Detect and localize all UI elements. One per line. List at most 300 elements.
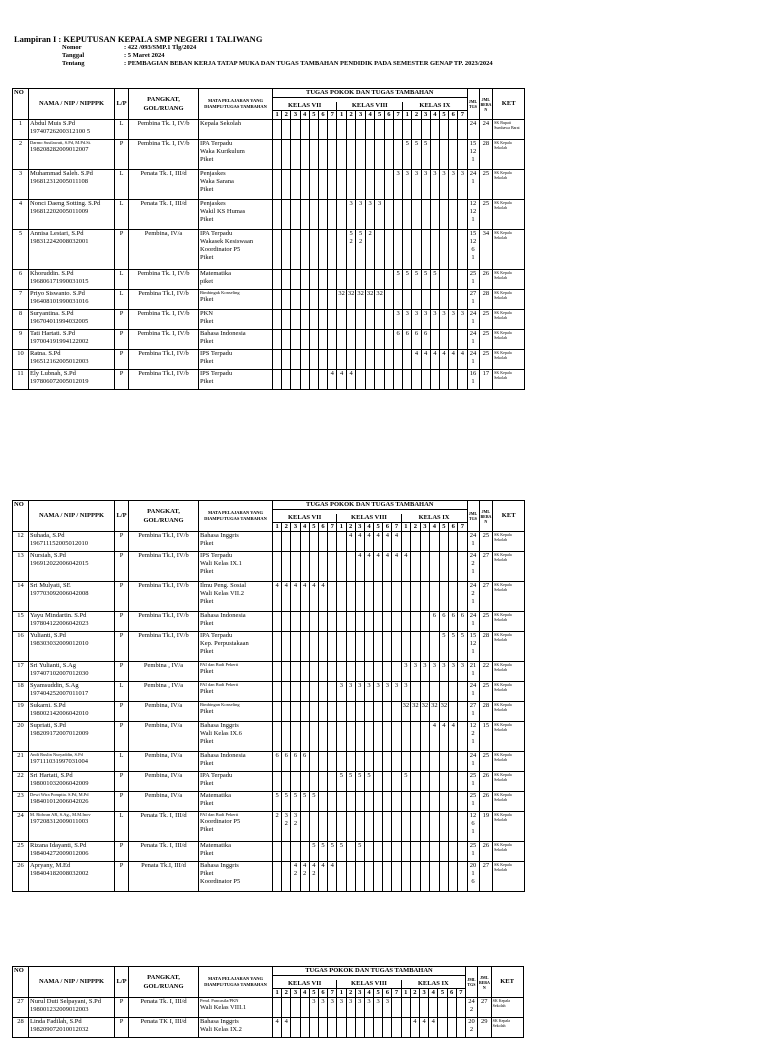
row-pangkat: Pembina, IV/a — [129, 752, 199, 772]
teacher-nip: 196806171990031015 — [30, 278, 89, 285]
row-ket: SK Kepala Sekolah — [493, 350, 525, 370]
col-class-number: 4 — [429, 989, 438, 998]
row-lp: P — [115, 722, 129, 752]
col-kelas-8: KELAS VIII — [337, 102, 403, 111]
col-class-number: 2 — [346, 523, 355, 532]
class-hours-cell: 4 — [401, 552, 411, 582]
col-class-number: 3 — [291, 989, 300, 998]
row-nama-nip — [29, 702, 115, 722]
row-ket: SK Kepala Sekolah — [493, 532, 525, 552]
row-nama-nip — [29, 230, 115, 270]
row-nama-nip — [29, 532, 115, 552]
row-no: 18 — [13, 682, 29, 702]
row-ket: SK Kepala Sekolah — [493, 632, 525, 662]
class-hours-cell: 3 — [383, 682, 392, 702]
class-hours-cell: 5 — [346, 772, 355, 792]
row-jml-tugas: 20 1 6 — [467, 862, 479, 892]
row-ket: SK Kepala Sekolah — [491, 1018, 523, 1038]
col-class-number: 5 — [374, 523, 383, 532]
workload-table-page-1 — [12, 88, 525, 390]
teacher-nip: 197404252007011017 — [30, 690, 89, 697]
row-ket: SK Kepala Sekolah — [493, 290, 525, 310]
col-no: NO — [13, 89, 29, 120]
col-class-number: 2 — [346, 989, 355, 998]
row-mapel: PAI dan Budi Pekerti Koordinator P5 Piket — [199, 812, 273, 842]
teacher-name: Rizana Idayanti, S.Pd — [30, 842, 87, 849]
col-class-number: 3 — [355, 523, 364, 532]
row-lp: P — [115, 842, 129, 862]
col-class-number: 4 — [430, 111, 439, 120]
teacher-name: Sukarni. S.Pd — [30, 702, 66, 709]
row-ket: SK Kepala Sekolah — [493, 772, 525, 792]
col-class-number: 7 — [328, 989, 337, 998]
row-pangkat: Pembina Tk.I, IV/b — [129, 350, 199, 370]
col-class-number: 1 — [403, 111, 412, 120]
row-ket: SK Kepala Sekolah — [493, 612, 525, 632]
teacher-name: Supriati, S.Pd — [30, 722, 66, 729]
row-nama-nip — [29, 792, 115, 812]
col-no: NO — [13, 501, 29, 532]
class-hours-cell: 4 — [412, 350, 421, 370]
col-class-number: 1 — [401, 989, 410, 998]
row-nama-nip — [29, 682, 115, 702]
table-row — [13, 140, 525, 170]
teacher-name: Ely Lubnah, S.Pd — [30, 370, 76, 377]
class-hours-cell: 3 — [401, 682, 411, 702]
col-kelas-8: KELAS VIII — [337, 980, 401, 989]
row-mapel: IPA Terpadu Wakasek Kesiswaan Koordinator P5 Piket — [199, 230, 273, 270]
row-mapel: Kepala Sekolah — [199, 120, 273, 140]
row-nama-nip — [29, 722, 115, 752]
row-nama-nip — [29, 270, 115, 290]
col-class-number: 6 — [383, 989, 392, 998]
row-jml-beban: 15 — [479, 722, 493, 752]
row-jml-tugas: 16 1 — [467, 370, 479, 390]
class-hours-cell: 3 — [355, 682, 364, 702]
row-no: 10 — [13, 350, 29, 370]
row-no: 4 — [13, 200, 29, 230]
table-row — [13, 662, 525, 682]
table-row — [13, 552, 525, 582]
row-jml-beban: 25 — [479, 170, 493, 200]
teacher-nip: 198209072010012032 — [30, 1026, 89, 1033]
col-nama: NAMA / NIP / NIPPPK — [29, 967, 115, 998]
class-hours-cell: 6 — [430, 612, 440, 632]
teacher-nip: 196512162005012003 — [30, 358, 89, 365]
class-hours-cell: 3 — [355, 998, 364, 1018]
row-jml-beban: 29 — [477, 1018, 491, 1038]
table-row — [13, 812, 525, 842]
class-hours-cell: 3 — [337, 998, 346, 1018]
col-jml-beban: JML BEBA N — [479, 501, 493, 532]
row-no: 26 — [13, 862, 29, 892]
teacher-nip: 196812202005011009 — [30, 208, 89, 215]
teacher-name: Suryantina. S.Pd — [30, 310, 74, 317]
col-class-number: 7 — [458, 523, 467, 532]
row-ket: SK Kepala Sekolah — [493, 310, 525, 330]
class-hours-cell: 32 — [375, 290, 385, 310]
class-hours-cell: 4 — [374, 552, 383, 582]
row-pangkat: Penata Tk. I, III/d — [129, 842, 199, 862]
row-jml-tugas: 12 2 1 — [467, 722, 479, 752]
row-nama-nip — [29, 752, 115, 772]
class-hours-cell: 2 — [365, 230, 375, 270]
row-jml-beban: 22 — [479, 662, 493, 682]
col-pangkat: PANGKAT, GOL/RUANG — [129, 967, 199, 998]
row-jml-tugas: 24 2 — [465, 998, 477, 1018]
class-hours-cell: 4 — [420, 1018, 429, 1038]
row-no: 17 — [13, 662, 29, 682]
row-no: 27 — [13, 998, 29, 1018]
row-jml-beban: 25 — [479, 200, 493, 230]
col-class-number: 2 — [410, 989, 419, 998]
col-kelas-7: KELAS VII — [273, 514, 337, 523]
row-lp: L — [115, 270, 129, 290]
col-class-number: 5 — [375, 111, 385, 120]
class-hours-cell: 4 — [328, 862, 337, 892]
teacher-name: Yayu Mindartin. S.Pd — [30, 612, 87, 619]
class-hours-cell: 4 — [282, 1018, 291, 1038]
row-lp: P — [115, 582, 129, 612]
class-hours-cell: 3 — [439, 310, 448, 330]
class-hours-cell: 4 — [273, 582, 282, 612]
table-row — [13, 682, 525, 702]
teacher-name: Annisa Lestari, S.Pd — [30, 230, 84, 237]
table-row — [13, 310, 525, 330]
class-hours-cell: 5 2 — [346, 230, 356, 270]
teacher-nip: 19740726200312100 5 — [30, 128, 91, 135]
row-lp: L — [115, 120, 129, 140]
row-jml-tugas: 24 1 — [467, 752, 479, 772]
col-jml-beban: JML BEBA N — [479, 89, 493, 120]
col-class-number: 4 — [430, 523, 440, 532]
row-no: 16 — [13, 632, 29, 662]
workload-table-page-3 — [12, 966, 524, 1038]
class-hours-cell: 4 — [429, 1018, 438, 1038]
row-mapel: Bahasa Inggris Piket Koordinator P5 — [199, 862, 273, 892]
row-jml-tugas: 24 1 — [467, 612, 479, 632]
row-pangkat: Penata Tk. I, III/d — [129, 170, 199, 200]
teacher-nip: 196812312005011108 — [30, 178, 89, 185]
class-hours-cell: 3 — [365, 200, 375, 230]
teacher-name: Abdul Muis S.Pd — [30, 120, 75, 127]
col-class-number: 3 — [356, 111, 366, 120]
class-hours-cell: 4 — [355, 532, 364, 552]
class-hours-cell: 6 — [300, 752, 309, 772]
class-hours-cell: 4 — [449, 722, 458, 752]
row-no: 11 — [13, 370, 29, 390]
col-class-number: 1 — [401, 523, 411, 532]
table-row — [13, 702, 525, 722]
class-hours-cell: 5 — [300, 792, 309, 812]
row-nama-nip — [29, 812, 115, 842]
row-pangkat: Pembina Tk. I, IV/b — [129, 310, 199, 330]
table-row — [13, 722, 525, 752]
row-mapel: Matematika piket — [199, 270, 273, 290]
col-class-number: 7 — [456, 989, 465, 998]
row-nama-nip — [29, 552, 115, 582]
class-hours-cell: 5 — [412, 140, 421, 170]
row-mapel: PAI dan Budi Pekerti Piket — [199, 662, 273, 682]
row-lp: P — [115, 1018, 129, 1038]
col-kelas-9: KELAS IX — [401, 980, 465, 989]
col-class-number: 5 — [439, 523, 449, 532]
row-pangkat: Pembina Tk. I, IV/b — [129, 140, 199, 170]
class-hours-cell: 4 — [430, 350, 439, 370]
teacher-nip: 198001232009012003 — [30, 1006, 89, 1013]
row-jml-tugas: 24 2 1 — [467, 552, 479, 582]
class-hours-cell: 4 — [374, 532, 383, 552]
teacher-nip: 197806072005012019 — [30, 378, 89, 385]
col-class-number: 4 — [364, 523, 373, 532]
class-hours-cell: 3 — [403, 310, 412, 330]
meta-tanggal: Tanggal : 5 Maret 2024 — [62, 52, 165, 59]
row-no: 3 — [13, 170, 29, 200]
teacher-name: Sri Mulyati, SE — [30, 582, 71, 589]
class-hours-cell: 3 — [394, 170, 403, 200]
table-row — [13, 330, 525, 350]
class-hours-cell: 3 — [449, 310, 458, 330]
class-hours-cell: 5 — [439, 632, 449, 662]
row-ket: SK Kepala Sekolah — [491, 998, 523, 1018]
row-pangkat: Pembina Tk.I, IV/b — [129, 370, 199, 390]
col-class-number: 1 — [273, 111, 282, 120]
class-hours-cell: 4 — [383, 532, 392, 552]
table-row — [13, 230, 525, 270]
class-hours-cell: 4 — [328, 370, 337, 390]
class-hours-cell: 3 — [430, 170, 439, 200]
class-hours-cell: 3 — [374, 998, 383, 1018]
class-hours-cell: 6 — [282, 752, 291, 772]
col-jml-beban: JML BEBA N — [477, 967, 491, 998]
col-tugas: TUGAS POKOK DAN TUGAS TAMBAHAN — [273, 967, 466, 976]
class-hours-cell: 3 — [309, 998, 318, 1018]
row-jml-tugas: 15 12 1 — [467, 632, 479, 662]
table-row — [13, 842, 525, 862]
teacher-name: Apryany, M.Ed — [30, 862, 71, 869]
row-no: 19 — [13, 702, 29, 722]
class-hours-cell: 5 — [403, 270, 412, 290]
col-pangkat: PANGKAT, GOL/RUANG — [129, 89, 199, 120]
class-hours-cell: 3 — [374, 682, 383, 702]
teacher-nip: 196711152005012010 — [30, 540, 89, 547]
row-pangkat: Pembina Tk.I, IV/b — [129, 532, 199, 552]
col-class-number: 3 — [420, 523, 430, 532]
col-class-number: 5 — [309, 111, 318, 120]
row-mapel: IPA Terpadu Waka Kurikulum Piket — [199, 140, 273, 170]
row-pangkat: Pembina Tk.I, IV/b — [129, 632, 199, 662]
class-hours-cell: 3 — [401, 662, 411, 682]
row-jml-tugas: 24 — [467, 120, 479, 140]
row-ket: SK Kepala Sekolah — [493, 812, 525, 842]
row-lp: P — [115, 140, 129, 170]
col-lp: L/P — [115, 967, 129, 998]
row-pangkat: Pembina Tk.I, IV/b — [129, 582, 199, 612]
row-ket: SK Kepala Sekolah — [493, 842, 525, 862]
col-ket: KET — [493, 501, 525, 532]
document-title: Lampiran I : KEPUTUSAN KEPALA SMP NEGERI 1 TALIWANG — [14, 34, 263, 44]
class-hours-cell: 4 — [355, 552, 364, 582]
row-lp: P — [115, 330, 129, 350]
teacher-nip: 197703092006042008 — [30, 590, 89, 597]
row-nama-nip — [29, 612, 115, 632]
row-nama-nip — [29, 120, 115, 140]
row-jml-beban: 25 — [479, 310, 493, 330]
class-hours-cell: 4 2 — [300, 862, 309, 892]
col-class-number: 1 — [337, 989, 346, 998]
row-no: 22 — [13, 772, 29, 792]
row-mapel: PAI dan Budi Pekerti Piket — [199, 682, 273, 702]
class-hours-cell: 5 — [364, 772, 373, 792]
row-mapel: IPS Terpadu Piket — [199, 370, 273, 390]
col-class-number: 1 — [337, 523, 346, 532]
row-mapel: Matematika Piket — [199, 792, 273, 812]
teacher-nip: 196704011994032005 — [30, 318, 89, 325]
row-jml-beban: 19 — [479, 812, 493, 842]
row-lp: L — [115, 752, 129, 772]
class-hours-cell: 5 — [430, 270, 439, 290]
row-mapel: Bahasa Inggris Wali Kelas IX.2 — [199, 1018, 273, 1038]
class-hours-cell: 4 — [458, 350, 467, 370]
row-pangkat: Pembina , IV/a — [129, 682, 199, 702]
row-ket: SK Kepala Sekolah — [493, 792, 525, 812]
row-ket: SK Kepala Sekolah — [493, 330, 525, 350]
col-class-number: 5 — [439, 111, 448, 120]
row-nama-nip — [29, 370, 115, 390]
col-jml-tugas: JML TGS — [465, 967, 477, 998]
class-hours-cell: 4 — [364, 552, 373, 582]
class-hours-cell: 3 — [421, 170, 430, 200]
teacher-nip: 197208312009011003 — [30, 818, 89, 825]
row-no: 12 — [13, 532, 29, 552]
teacher-nip: 197407102007012030 — [30, 670, 89, 677]
class-hours-cell: 4 — [309, 582, 318, 612]
teacher-nip: 197111031997031004 — [30, 758, 89, 765]
class-hours-cell: 3 — [449, 170, 458, 200]
table-row — [13, 532, 525, 552]
row-nama-nip — [29, 200, 115, 230]
row-nama-nip — [29, 662, 115, 682]
class-hours-cell: 3 — [392, 682, 401, 702]
class-hours-cell: 6 — [449, 612, 458, 632]
row-jml-tugas: 15 12 6 1 — [467, 230, 479, 270]
col-class-number: 6 — [383, 523, 392, 532]
row-ket: SK Kepala Sekolah — [493, 170, 525, 200]
row-jml-beban: 28 — [479, 632, 493, 662]
row-mapel: Bimbingan Konseling Piket — [199, 702, 273, 722]
class-hours-cell: 3 — [375, 200, 385, 230]
col-class-number: 2 — [411, 523, 421, 532]
teacher-name: Syamsuddin, S.Ag — [30, 682, 79, 689]
row-pangkat: Pembina Tk. I, IV/b — [129, 330, 199, 350]
row-ket: SK Bupati Sumbawa Barat — [493, 120, 525, 140]
teacher-nip: 198303032009012010 — [30, 640, 89, 647]
class-hours-cell: 4 — [421, 350, 430, 370]
row-mapel: Bahasa Inggris Wali Kelas IX.6 Piket — [199, 722, 273, 752]
col-kelas-9: KELAS IX — [403, 102, 467, 111]
class-hours-cell: 3 — [346, 998, 355, 1018]
row-jml-tugas: 12 6 1 — [467, 812, 479, 842]
teacher-name: Dewi Wira Pomptia. S.Pd, M.Pd — [30, 792, 89, 797]
row-jml-beban: 26 — [479, 792, 493, 812]
class-hours-cell: 4 — [291, 582, 300, 612]
row-jml-tugas: 24 1 — [467, 310, 479, 330]
class-hours-cell: 32 — [365, 290, 375, 310]
class-hours-cell: 3 2 — [291, 812, 300, 842]
row-mapel: IPA Terpadu Kep. Perpustakaan Piket — [199, 632, 273, 662]
col-mapel: MATA PELAJARAN YANG DIAMPU/TUGAS TAMBAHAN — [199, 89, 273, 120]
table-row — [13, 792, 525, 812]
class-hours-cell: 4 — [392, 552, 401, 582]
row-nama-nip — [29, 632, 115, 662]
class-hours-cell: 3 — [449, 662, 458, 682]
row-lp: P — [115, 662, 129, 682]
teacher-name: Muhammad Saleh. S.Pd — [30, 170, 93, 177]
row-lp: P — [115, 532, 129, 552]
row-jml-tugas: 27 1 — [467, 702, 479, 722]
class-hours-cell: 6 — [394, 330, 403, 350]
class-hours-cell: 4 — [439, 350, 448, 370]
teacher-name: Darmo Susilawati, S.Pd, M.Pd.Si. — [30, 140, 92, 145]
teacher-nip: 197004191994122002 — [30, 338, 89, 345]
row-mapel: Bahasa Indonesia Piket — [199, 752, 273, 772]
row-pangkat: Pembina , IV/a — [129, 662, 199, 682]
row-lp: P — [115, 370, 129, 390]
row-lp: L — [115, 812, 129, 842]
class-hours-cell: 6 — [439, 612, 449, 632]
class-hours-cell: 5 — [337, 842, 346, 862]
teacher-name: M. Ridwan AR, S.Ag., M.M.Inov — [30, 812, 91, 817]
row-jml-tugas: 12 12 1 — [467, 200, 479, 230]
col-no: NO — [13, 967, 29, 998]
row-ket: SK Kepala Sekolah — [493, 662, 525, 682]
row-jml-beban: 26 — [479, 772, 493, 792]
class-hours-cell: 4 — [439, 722, 449, 752]
row-jml-tugas: 24 1 — [467, 330, 479, 350]
teacher-nip: 198401012006042026 — [30, 798, 89, 805]
col-tugas: TUGAS POKOK DAN TUGAS TAMBAHAN — [273, 501, 468, 510]
row-mapel: Bahasa Indonesia Piket — [199, 330, 273, 350]
col-class-number: 2 — [282, 989, 291, 998]
class-hours-cell: 3 — [394, 310, 403, 330]
row-pangkat: Penata TK I, III/d — [129, 1018, 199, 1038]
row-nama-nip — [29, 998, 115, 1018]
col-class-number: 6 — [449, 523, 458, 532]
col-class-number: 5 — [374, 989, 383, 998]
class-hours-cell: 3 — [412, 170, 421, 200]
class-hours-cell: 6 — [458, 612, 467, 632]
col-class-number: 3 — [420, 989, 429, 998]
teacher-nip: 197804122006042023 — [30, 620, 89, 627]
row-lp: P — [115, 862, 129, 892]
row-lp: L — [115, 682, 129, 702]
row-ket: SK Kepala Sekolah — [493, 200, 525, 230]
class-hours-cell: 3 — [364, 998, 373, 1018]
row-jml-beban: 25 — [479, 350, 493, 370]
table-row — [13, 772, 525, 792]
document-header — [14, 34, 493, 68]
class-hours-cell: 4 — [300, 582, 309, 612]
teacher-name: Nursiah, S.Pd — [30, 552, 66, 559]
col-mapel: MATA PELAJARAN YANG DIAMPU/TUGAS TAMBAHAN — [199, 501, 273, 532]
row-nama-nip — [29, 862, 115, 892]
table-row — [13, 862, 525, 892]
col-class-number: 6 — [447, 989, 456, 998]
row-no: 14 — [13, 582, 29, 612]
class-hours-cell: 6 — [412, 330, 421, 350]
class-hours-cell: 4 2 — [309, 862, 318, 892]
row-jml-beban: 27 — [479, 862, 493, 892]
